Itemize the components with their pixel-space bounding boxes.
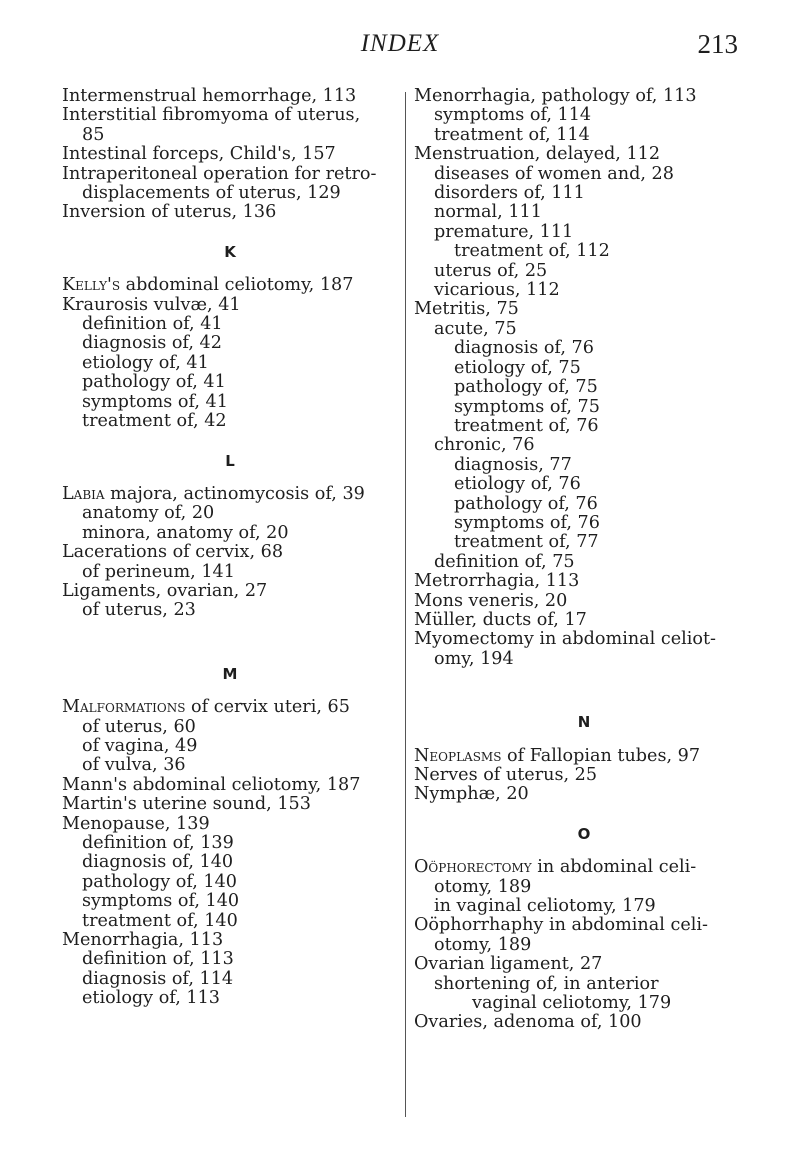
index-entry xyxy=(62,834,398,853)
index-entry xyxy=(414,262,754,281)
index-entry xyxy=(414,650,754,669)
index-entry-text: diagnosis of, 140 xyxy=(82,852,234,873)
section-letter: L xyxy=(225,451,235,470)
index-entry xyxy=(62,601,398,620)
index-entry-text: of uterus, 23 xyxy=(82,600,196,621)
index-entry xyxy=(414,87,754,106)
index-entry xyxy=(414,955,754,974)
index-entry-text: displacements of uterus, 129 xyxy=(82,183,341,204)
index-entry-text: of perineum, 141 xyxy=(82,561,235,582)
section-letter: O xyxy=(577,824,591,843)
index-entry xyxy=(62,126,398,145)
page-number: 213 xyxy=(697,29,738,59)
index-entry-text: Menorrhagia, 113 xyxy=(62,930,224,951)
index-entry-text: definition of, 75 xyxy=(434,551,575,572)
index-entry xyxy=(414,878,754,897)
index-entry xyxy=(414,456,754,475)
index-entry xyxy=(414,398,754,417)
index-entry-text: definition of, 41 xyxy=(82,314,223,335)
index-entry xyxy=(414,553,754,572)
section-letter: M xyxy=(222,664,238,683)
index-entry xyxy=(414,223,754,242)
index-entry-text: treatment of, 76 xyxy=(454,415,599,436)
index-entry-text: Intraperitoneal operation for retro- xyxy=(62,163,377,184)
index-entry xyxy=(414,203,754,222)
index-entry-text: Müller, ducts of, 17 xyxy=(414,609,587,630)
index-entry xyxy=(414,165,754,184)
index-entry-text: symptoms of, 41 xyxy=(82,391,228,412)
index-entry xyxy=(62,504,398,523)
index-entry xyxy=(414,359,754,378)
index-entry-text: etiology of, 41 xyxy=(82,352,209,373)
index-entry xyxy=(62,334,398,353)
index-entry-text: Kraurosis vulvæ, 41 xyxy=(62,294,241,315)
index-entry-text: treatment of, 114 xyxy=(434,124,590,145)
index-entry xyxy=(62,543,398,562)
index-entry xyxy=(62,698,398,717)
index-entry xyxy=(62,989,398,1008)
index-entry xyxy=(62,912,398,931)
index-entry-text: symptoms of, 140 xyxy=(82,891,240,912)
index-entry-text: vicarious, 112 xyxy=(434,280,560,301)
index-entry-text: pathology of, 75 xyxy=(454,377,598,398)
index-entry-text: etiology of, 75 xyxy=(454,357,581,378)
index-entry xyxy=(414,747,754,766)
index-entry xyxy=(414,785,754,804)
index-entry-text: Martin's uterine sound, 153 xyxy=(62,794,311,815)
index-entry xyxy=(62,373,398,392)
index-entry-text: etiology of, 76 xyxy=(454,474,581,495)
index-entry xyxy=(414,320,754,339)
index-entry-text: shortening of, in anterior xyxy=(434,973,659,994)
index-entry xyxy=(62,184,398,203)
index-entry-text: definition of, 113 xyxy=(82,949,234,970)
index-entry xyxy=(62,524,398,543)
index-entry xyxy=(414,975,754,994)
index-entry-text: Menstruation, delayed, 112 xyxy=(414,144,661,165)
index-entry-text: Ovaries, adenoma of, 100 xyxy=(414,1012,642,1033)
index-entry xyxy=(62,276,398,295)
index-entry xyxy=(62,485,398,504)
index-entry xyxy=(62,296,398,315)
index-entry xyxy=(62,737,398,756)
index-entry-text: Myomectomy in abdominal celiot- xyxy=(414,629,717,650)
index-entry xyxy=(62,563,398,582)
index-entry-text: symptoms of, 76 xyxy=(454,512,600,533)
index-entry-text: Metritis, 75 xyxy=(414,299,519,320)
index-entry xyxy=(62,412,398,431)
index-entry xyxy=(414,897,754,916)
index-entry-text: of uterus, 60 xyxy=(82,716,196,737)
index-entry xyxy=(414,145,754,164)
index-entry xyxy=(414,106,754,125)
index-entry-text: Intermenstrual hemorrhage, 113 xyxy=(62,86,357,106)
index-entry-text: treatment of, 42 xyxy=(82,411,227,432)
index-entry-text: 85 xyxy=(82,124,105,145)
index-entry-text: Oöphorrhaphy in abdominal celi- xyxy=(414,915,708,936)
index-entry xyxy=(414,1013,754,1032)
index-entry-lead: Malformations xyxy=(62,697,186,718)
index-entry-text: Intestinal forceps, Child's, 157 xyxy=(62,144,336,165)
index-entry xyxy=(62,165,398,184)
index-entry-text: treatment of, 77 xyxy=(454,532,599,553)
index-entry xyxy=(414,184,754,203)
index-entry xyxy=(62,892,398,911)
index-entry xyxy=(62,931,398,950)
section-letter: N xyxy=(577,713,591,732)
index-entry-text: symptoms of, 75 xyxy=(454,396,600,417)
index-entry-lead: Neoplasms xyxy=(414,745,502,766)
index-entry-text: minora, anatomy of, 20 xyxy=(82,522,289,543)
index-entry-text: diagnosis of, 76 xyxy=(454,338,594,359)
index-entry-text: pathology of, 76 xyxy=(454,493,598,514)
index-entry-text: pathology of, 140 xyxy=(82,871,238,892)
index-entry-text: symptoms of, 114 xyxy=(434,105,592,126)
index-entry xyxy=(62,815,398,834)
index-entry-text: majora, actinomycosis of, 39 xyxy=(104,483,365,504)
index-entry xyxy=(62,145,398,164)
index-entry-text: in vaginal celiotomy, 179 xyxy=(434,896,656,917)
index-entry-lead: Kelly's xyxy=(62,275,121,296)
index-entry xyxy=(414,242,754,261)
index-entry-text: Ligaments, ovarian, 27 xyxy=(62,580,268,601)
index-entry-text: diagnosis of, 114 xyxy=(82,968,234,989)
index-entry xyxy=(62,87,398,106)
index-entry-text: disorders of, 111 xyxy=(434,183,585,204)
index-column-right xyxy=(414,87,754,1033)
index-entry-text: Metrorrhagia, 113 xyxy=(414,571,580,592)
index-entry xyxy=(62,873,398,892)
index-entry-text: treatment of, 140 xyxy=(82,910,238,931)
index-entry-text: anatomy of, 20 xyxy=(82,503,215,524)
index-entry-text: diagnosis, 77 xyxy=(454,454,572,475)
index-entry xyxy=(62,582,398,601)
index-entry xyxy=(414,495,754,514)
index-entry xyxy=(414,630,754,649)
index-entry xyxy=(62,970,398,989)
column-divider xyxy=(405,92,406,1117)
index-entry xyxy=(62,853,398,872)
index-entry-text: abdominal celiotomy, 187 xyxy=(120,275,354,296)
index-entry-text: uterus of, 25 xyxy=(434,260,548,281)
index-entry-lead: Oöphorectomy xyxy=(414,857,532,878)
index-column-left xyxy=(62,87,398,1009)
index-entry-text: Mann's abdominal celiotomy, 187 xyxy=(62,774,361,795)
index-entry-text: of cervix uteri, 65 xyxy=(185,697,350,718)
running-header-title: INDEX xyxy=(360,30,440,57)
index-entry xyxy=(414,766,754,785)
index-entry-text: Nymphæ, 20 xyxy=(414,784,529,805)
index-entry xyxy=(414,592,754,611)
index-entry xyxy=(414,858,754,877)
index-entry xyxy=(62,756,398,775)
index-entry xyxy=(62,718,398,737)
index-entry-text: Mons veneris, 20 xyxy=(414,590,568,611)
index-entry-text: Lacerations of cervix, 68 xyxy=(62,542,284,563)
index-entry-text: of vulva, 36 xyxy=(82,755,186,776)
index-entry xyxy=(414,514,754,533)
index-entry-text: Menopause, 139 xyxy=(62,813,210,834)
index-entry-text: of Fallopian tubes, 97 xyxy=(501,745,701,766)
index-entry xyxy=(414,378,754,397)
section-gap xyxy=(62,621,398,645)
index-entry xyxy=(414,572,754,591)
index-entry xyxy=(414,916,754,935)
index-entry-text: Inversion of uterus, 136 xyxy=(62,202,277,223)
index-entry xyxy=(414,475,754,494)
index-entry-text: premature, 111 xyxy=(434,221,574,242)
index-entry-text: of vagina, 49 xyxy=(82,735,198,756)
index-entry xyxy=(414,281,754,300)
index-entry-text: treatment of, 112 xyxy=(454,241,610,262)
index-entry-text: Interstitial fibromyoma of uterus, xyxy=(62,105,361,126)
index-entry xyxy=(62,203,398,222)
index-entry xyxy=(62,795,398,814)
index-entry xyxy=(62,315,398,334)
index-entry-text: chronic, 76 xyxy=(434,435,535,456)
index-entry-text: pathology of, 41 xyxy=(82,372,226,393)
index-entry-text: acute, 75 xyxy=(434,318,517,339)
index-entry-text: in abdominal celi- xyxy=(531,857,697,878)
index-entry xyxy=(414,300,754,319)
index-entry-text: otomy, 189 xyxy=(434,876,532,897)
index-entry xyxy=(414,417,754,436)
index-entry xyxy=(62,106,398,125)
index-entry-text: vaginal celiotomy, 179 xyxy=(472,993,672,1014)
index-entry-text: etiology of, 113 xyxy=(82,988,220,1009)
index-entry-text: diseases of women and, 28 xyxy=(434,163,674,184)
index-entry xyxy=(414,994,754,1013)
index-entry xyxy=(62,776,398,795)
index-entry xyxy=(414,533,754,552)
index-entry xyxy=(414,126,754,145)
index-entry-text: definition of, 139 xyxy=(82,833,234,853)
index-entry xyxy=(414,936,754,955)
index-entry xyxy=(62,354,398,373)
index-entry xyxy=(414,339,754,358)
index-entry-text: Ovarian ligament, 27 xyxy=(414,954,603,975)
index-entry-text: otomy, 189 xyxy=(434,934,532,955)
index-entry-text: omy, 194 xyxy=(434,648,514,669)
section-gap xyxy=(414,669,754,693)
index-entry xyxy=(62,950,398,969)
section-letter: K xyxy=(224,242,236,261)
index-entry-text: normal, 111 xyxy=(434,202,542,223)
index-entry-text: Nerves of uterus, 25 xyxy=(414,765,598,785)
index-entry-text: Menorrhagia, pathology of, 113 xyxy=(414,86,697,106)
index-entry xyxy=(414,611,754,630)
index-entry-text: diagnosis of, 42 xyxy=(82,333,222,354)
index-entry xyxy=(62,393,398,412)
index-entry xyxy=(414,436,754,455)
index-entry-lead: Labia xyxy=(62,483,105,504)
